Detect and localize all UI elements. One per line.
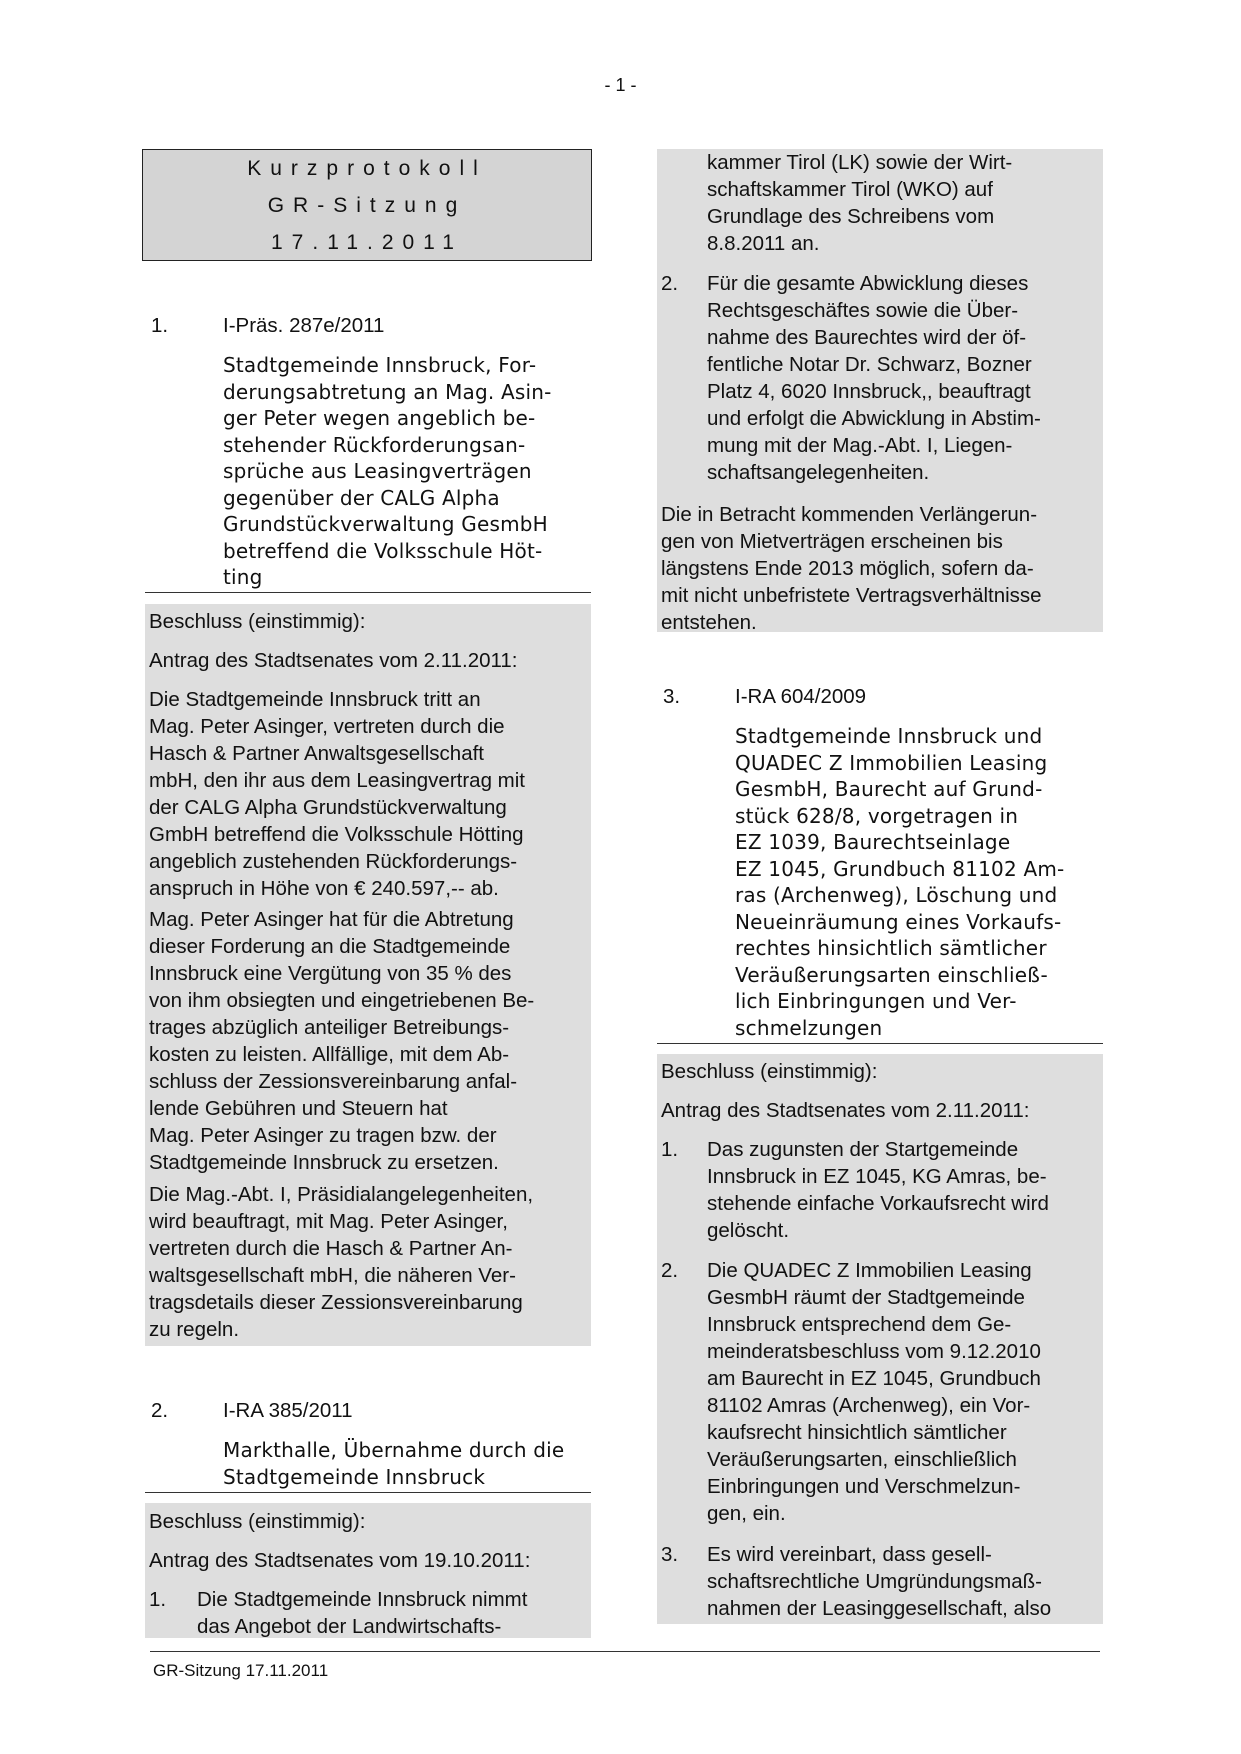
point-text <box>707 1136 1103 1244</box>
subject-line: EZ 1039, Baurechtseinlage <box>735 830 1011 854</box>
text-line: gen von Mietverträgen erscheinen bis <box>661 530 1003 553</box>
text-line: der CALG Alpha Grundstückverwaltung <box>149 796 507 819</box>
point-text <box>707 270 1103 486</box>
subject-line: lich Einbringungen und Ver- <box>735 989 1017 1013</box>
text-line: mit nicht unbefristete Vertragsverhältnisse <box>661 584 1042 607</box>
text-line: kaufsrecht hinsichtlich sämtlicher <box>707 1421 1007 1444</box>
title-line-1: Kurzprotokoll <box>247 157 487 180</box>
text-line: Rechtsgeschäftes sowie die Über- <box>707 299 1019 322</box>
subject-line: GesmbH, Baurecht auf Grund- <box>735 777 1043 801</box>
text-line: gen, ein. <box>707 1502 786 1525</box>
text-line: 81102 Amras (Archenweg), ein Vor- <box>707 1394 1031 1417</box>
antrag-label: Antrag des Stadtsenates vom 2.11.2011: <box>149 649 518 672</box>
point-number: 2. <box>661 272 679 295</box>
text-line: Mag. Peter Asinger zu tragen bzw. der <box>149 1124 497 1147</box>
text-line: am Baurecht in EZ 1045, Grundbuch <box>707 1367 1041 1390</box>
text-line: waltsgesellschaft mbH, die näheren Ver- <box>149 1264 516 1287</box>
text-line: zu regeln. <box>149 1318 240 1341</box>
text-line: Es wird vereinbart, dass gesell- <box>707 1543 992 1566</box>
text-line: stehende einfache Vorkaufsrecht wird <box>707 1192 1049 1215</box>
title-box <box>142 149 592 261</box>
text-line: schaftskammer Tirol (WKO) auf <box>707 178 993 201</box>
item-subject <box>223 1437 623 1490</box>
text-line: Hasch & Partner Anwaltsgesellschaft <box>149 742 484 765</box>
text-line: vertreten durch die Hasch & Partner An- <box>149 1237 513 1260</box>
point-text <box>197 1586 597 1640</box>
text-line: meinderatsbeschluss vom 9.12.2010 <box>707 1340 1041 1363</box>
page-number: - 1 - <box>604 75 637 95</box>
subject-line: betreffend die Volksschule Höt- <box>223 538 543 563</box>
text-line: längstens Ende 2013 möglich, sofern da- <box>661 557 1034 580</box>
text-line: Die QUADEC Z Immobilien Leasing <box>707 1259 1032 1282</box>
subject-line: EZ 1045, Grundbuch 81102 Am- <box>735 856 1065 881</box>
section-divider <box>145 592 591 593</box>
text-line: wird beauftragt, mit Mag. Peter Asinger, <box>149 1210 508 1233</box>
text-line: das Angebot der Landwirtschafts- <box>197 1615 502 1638</box>
antrag-label: Antrag des Stadtsenates vom 2.11.2011: <box>661 1099 1030 1122</box>
text-line: Einbringungen und Verschmelzun- <box>707 1475 1021 1498</box>
text-line: schluss der Zessionsvereinbarung anfal- <box>149 1070 518 1093</box>
title-line-3: 17.11.2011 <box>271 231 463 254</box>
title-line-2: GR-Sitzung <box>267 194 467 217</box>
text-line: Innsbruck entsprechend dem Ge- <box>707 1313 1012 1336</box>
text-line: schaftsrechtliche Umgründungsmaß- <box>707 1570 1042 1593</box>
subject-line: rechtes hinsichtlich sämtlicher <box>735 936 1047 960</box>
text-line: GesmbH räumt der Stadtgemeinde <box>707 1286 1025 1309</box>
subject-line: sprüche aus Leasingverträgen <box>223 459 532 483</box>
beschluss-label: Beschluss (einstimmig): <box>149 610 366 633</box>
resolution-block-2 <box>145 1503 591 1638</box>
text-line: Innsbruck eine Vergütung von 35 % des <box>149 962 512 985</box>
text-line: anspruch in Höhe von € 240.597,-- ab. <box>149 877 499 900</box>
text-line: Veräußerungsarten, einschließlich <box>707 1448 1017 1471</box>
text-line: Mag. Peter Asinger, vertreten durch die <box>149 715 505 738</box>
point-number: 1. <box>149 1588 167 1611</box>
text-line: Die in Betracht kommenden Verlängerun- <box>661 503 1038 526</box>
text-line: GmbH betreffend die Volksschule Hötting <box>149 823 524 846</box>
text-line: Die Stadtgemeinde Innsbruck nimmt <box>197 1588 528 1611</box>
subject-line: Stadtgemeinde Innsbruck, For- <box>223 353 537 377</box>
text-line: nahmen der Leasinggesellschaft, also <box>707 1597 1052 1620</box>
beschluss-label: Beschluss (einstimmig): <box>149 1510 366 1533</box>
text-line: angeblich zustehenden Rückforderungs- <box>149 850 518 873</box>
resolution-paragraph <box>149 1181 589 1343</box>
resolution-paragraph <box>661 501 1101 636</box>
resolution-block-1 <box>145 604 591 1346</box>
text-line: schaftsangelegenheiten. <box>707 461 930 484</box>
subject-line: derungsabtretung an Mag. Asin- <box>223 379 552 404</box>
footer-text: GR-Sitzung 17.11.2011 <box>153 1661 329 1680</box>
subject-line: ras (Archenweg), Löschung und <box>735 883 1058 907</box>
text-line: entstehen. <box>661 611 757 634</box>
resolution-paragraph <box>149 686 589 902</box>
text-line: kammer Tirol (LK) sowie der Wirt- <box>707 151 1013 174</box>
item-number: 3. <box>663 685 681 708</box>
footer-divider <box>150 1651 1100 1652</box>
section-divider <box>657 1043 1103 1044</box>
point-number: 1. <box>661 1138 679 1161</box>
text-line: Grundlage des Schreibens vom <box>707 205 995 228</box>
subject-line: stehender Rückforderungsan- <box>223 432 526 457</box>
point-number: 2. <box>661 1259 679 1282</box>
text-line: Innsbruck in EZ 1045, KG Amras, be- <box>707 1165 1047 1188</box>
subject-line: schmelzungen <box>735 1015 883 1040</box>
subject-line: ting <box>223 565 263 589</box>
text-line: kosten zu leisten. Allfällige, mit dem Ab- <box>149 1043 510 1066</box>
point-text-continued <box>707 149 1103 257</box>
subject-line: Stadtgemeinde Innsbruck <box>223 1464 486 1489</box>
subject-line: Veräußerungsarten einschließ- <box>735 962 1048 987</box>
subject-line: stück 628/8, vorgetragen in <box>735 803 1019 828</box>
text-line: von ihm obsiegten und eingetriebenen Be- <box>149 989 535 1012</box>
point-number: 3. <box>661 1543 679 1566</box>
subject-line: QUADEC Z Immobilien Leasing <box>735 750 1048 775</box>
beschluss-label: Beschluss (einstimmig): <box>661 1060 878 1083</box>
text-line: dieser Forderung an die Stadtgemeinde <box>149 935 511 958</box>
point-text <box>707 1541 1103 1622</box>
point-text <box>707 1257 1103 1527</box>
subject-line: Stadtgemeinde Innsbruck und <box>735 724 1043 748</box>
text-line: mbH, den ihr aus dem Leasingvertrag mit <box>149 769 526 792</box>
text-line: Die Mag.-Abt. I, Präsidialangelegenheiten, <box>149 1183 534 1206</box>
text-line: Stadtgemeinde Innsbruck zu ersetzen. <box>149 1151 499 1174</box>
subject-line: ger Peter wegen angeblich be- <box>223 406 536 430</box>
text-line: Das zugunsten der Startgemeinde <box>707 1138 1019 1161</box>
text-line: nahme des Baurechtes wird der öf- <box>707 326 1027 349</box>
resolution-block-2-continued <box>657 149 1103 632</box>
item-code: I-Präs. 287e/2011 <box>223 314 385 337</box>
text-line: mung mit der Mag.-Abt. I, Liegen- <box>707 434 1013 457</box>
section-divider <box>145 1492 591 1493</box>
item-subject <box>735 723 1105 1041</box>
resolution-block-3 <box>657 1054 1103 1624</box>
item-subject <box>223 352 593 591</box>
subject-line: Grundstückverwaltung GesmbH <box>223 512 548 536</box>
subject-line: gegenüber der CALG Alpha <box>223 485 500 510</box>
antrag-label: Antrag des Stadtsenates vom 19.10.2011: <box>149 1549 531 1572</box>
resolution-paragraph <box>149 906 589 1176</box>
subject-line: Markthalle, Übernahme durch die <box>223 1438 565 1462</box>
subject-line: Neueinräumung eines Vorkaufs- <box>735 909 1062 934</box>
text-line: Mag. Peter Asinger hat für die Abtretung <box>149 908 514 931</box>
item-code: I-RA 385/2011 <box>223 1399 353 1422</box>
text-line: Die Stadtgemeinde Innsbruck tritt an <box>149 688 481 711</box>
text-line: lende Gebühren und Steuern hat <box>149 1097 448 1120</box>
text-line: trages abzüglich anteiliger Betreibungs- <box>149 1016 510 1039</box>
text-line: gelöscht. <box>707 1219 790 1242</box>
text-line: Für die gesamte Abwicklung dieses <box>707 272 1029 295</box>
item-code: I-RA 604/2009 <box>735 685 867 708</box>
text-line: und erfolgt die Abwicklung in Abstim- <box>707 407 1041 430</box>
text-line: 8.8.2011 an. <box>707 232 820 255</box>
text-line: fentliche Notar Dr. Schwarz, Bozner <box>707 353 1032 376</box>
item-number: 2. <box>151 1399 169 1422</box>
item-number: 1. <box>151 314 169 337</box>
text-line: Platz 4, 6020 Innsbruck,, beauftragt <box>707 380 1031 403</box>
text-line: tragsdetails dieser Zessionsvereinbarung <box>149 1291 523 1314</box>
